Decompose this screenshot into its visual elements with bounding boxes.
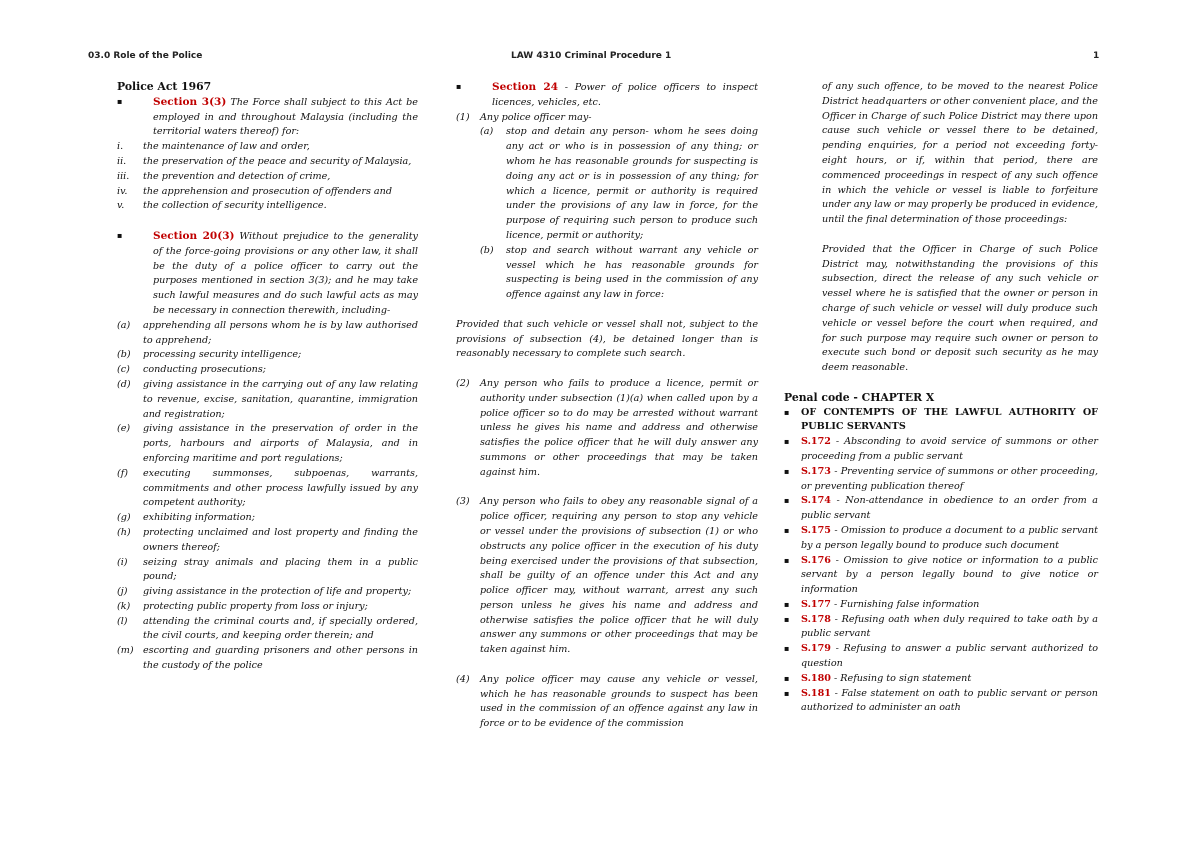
- penal-section-text: [801, 642, 1098, 672]
- list-marker: iv.: [117, 185, 128, 197]
- bullet-icon: ▪: [784, 614, 790, 624]
- penal-code-title: Penal code - CHAPTER X: [784, 390, 935, 404]
- penal-section-item: [784, 435, 1098, 465]
- penal-section-title: - Non-attendance in obedience to an order from a public servant: [801, 495, 1098, 522]
- letter-list-item: [117, 467, 418, 511]
- list-item-text: conducting prosecutions;: [143, 364, 267, 376]
- section-body: Without prejudice to the generality of the force-going provisions or any other law, it shall be the duty of a police officer to carry out the purposes mentioned in section 3(3); and he may take such lawful measures and do such lawful acts as may be necessary in connection therewith, including-: [153, 230, 418, 316]
- letter-list-item: [117, 585, 418, 600]
- penal-section-text: [801, 672, 1098, 687]
- bullet-icon: ▪: [784, 599, 790, 609]
- list-item-text: giving assistance in the preservation of order in the ports, harbours and airports of Malaysia, and in enforcing maritime and port regulations;: [143, 423, 418, 464]
- section-24-proviso: Provided that such vehicle or vessel shall not, subject to the provisions of subsection (4), be detained longer than is reasonably necessary to complete such search.: [456, 318, 758, 360]
- penal-section-number: S.178: [801, 613, 831, 625]
- list-item-text: the apprehension and prosecution of offenders and: [143, 185, 392, 197]
- penal-section-text: [801, 613, 1098, 643]
- bullet-icon: ▪: [784, 496, 790, 506]
- list-marker: (b): [480, 244, 494, 256]
- roman-list-item: [117, 199, 418, 214]
- bullet-icon: ▪: [784, 407, 790, 417]
- penal-section-item: [784, 524, 1098, 554]
- penal-section-title: - Furnishing false information: [830, 598, 980, 610]
- subsection-1-list: [456, 125, 758, 303]
- header-center: LAW 4310 Criminal Procedure 1: [511, 51, 672, 61]
- list-marker: v.: [117, 200, 125, 212]
- list-marker: (j): [117, 586, 128, 598]
- list-marker: i.: [117, 141, 124, 153]
- list-marker: (b): [117, 349, 131, 361]
- section-ref: Section 3(3): [153, 95, 227, 108]
- letter-list-item: [117, 526, 418, 556]
- subsection-text: Any person who fails to produce a licence, permit or authority under subsection (1)(a) when called upon by a police officer so to do may be arrested without warrant unless he gives his name and address and otherwise satisfies the police officer that he will duly answer any summons or other proceedings that may be taken against him.: [480, 377, 758, 478]
- subsection-text: Any police officer may-: [480, 111, 592, 123]
- subsection-number: (1): [456, 111, 470, 123]
- penal-section-number: S.175: [801, 524, 831, 536]
- subsection-text: Any police officer may cause any vehicle or vessel, which he has reasonable grounds to suspect has been used in the commission of an offence against any law in force or to be evidence of the commission: [480, 673, 758, 730]
- subsection-item: [480, 244, 758, 303]
- list-item-text: the prevention and detection of crime,: [143, 170, 331, 182]
- roman-list-item: [117, 140, 418, 155]
- bullet-icon: ▪: [456, 82, 462, 91]
- letter-list-item: [117, 378, 418, 422]
- list-item-text: executing summonses, subpoenas, warrants, commitments and other process lawfully issued by any competent authority;: [143, 467, 418, 509]
- subsection-number: (2): [456, 377, 470, 389]
- list-marker: (l): [117, 615, 128, 627]
- list-item-text: protecting public property from loss or injury;: [143, 600, 368, 612]
- roman-list-item: [117, 155, 418, 170]
- list-item-text: escorting and guarding prisoners and other persons in the custody of the police: [143, 645, 418, 672]
- list-marker: (k): [117, 600, 131, 612]
- roman-list: [117, 140, 418, 214]
- penal-section-title: - Omission to give notice or information to a public servant by a person legally bound to give notice or information: [801, 554, 1098, 596]
- list-item-text: seizing stray animals and placing them in a public pound;: [143, 556, 418, 583]
- list-marker: (d): [117, 378, 131, 390]
- section-3-3-text: [153, 95, 418, 140]
- penal-section-text: [801, 494, 1098, 524]
- penal-section-item: [784, 687, 1098, 717]
- column-section-24: [456, 80, 758, 732]
- subsection-1: [456, 111, 758, 126]
- list-item-text: apprehending all persons whom he is by law authorised to apprehend;: [143, 319, 418, 346]
- letter-list-item: [117, 422, 418, 466]
- penal-section-title: - Omission to produce a document to a public servant by a person legally bound to produce such document: [801, 524, 1098, 551]
- list-marker: (a): [117, 319, 131, 331]
- column-police-act: [117, 80, 418, 674]
- penal-section-number: S.177: [801, 598, 831, 610]
- letter-list-item: [117, 615, 418, 645]
- section-20-3-entry: [117, 229, 418, 319]
- penal-section-title: - Refusing oath when duly required to take oath by a public servant: [801, 613, 1098, 640]
- penal-section-number: S.180: [801, 672, 831, 684]
- penal-section-number: S.181: [801, 687, 831, 699]
- penal-section-number: S.176: [801, 554, 831, 566]
- list-item-text: stop and detain any person- whom he sees doing any act or who is in possession of any thing; or whom he has reasonable grounds for suspecting is doing any act or is in possession of any thing; for which a licence, permit or authority is required under the provisions of any law in force, for the purpose of requiring such person to produce such licence, permit or authority;: [506, 126, 758, 241]
- list-marker: (c): [117, 364, 130, 376]
- subsection-number: (3): [456, 496, 470, 508]
- list-item-text: giving assistance in the carrying out of any law relating to revenue, excise, sanitation, quarantine, immigration and registration;: [143, 378, 418, 420]
- list-marker: ii.: [117, 155, 127, 167]
- list-item-text: giving assistance in the protection of life and property;: [143, 586, 412, 598]
- penal-section-text: [801, 687, 1098, 717]
- penal-section-title: - Refusing to sign statement: [830, 672, 972, 684]
- list-item-text: exhibiting information;: [143, 512, 255, 524]
- subsection-2: [456, 377, 758, 481]
- letter-list-item: [117, 511, 418, 526]
- bullet-icon: ▪: [784, 437, 790, 447]
- bullet-icon: ▪: [117, 230, 123, 240]
- list-marker: (i): [117, 556, 128, 568]
- section-20-3-text: [153, 229, 418, 319]
- penal-section-item: [784, 672, 1098, 687]
- penal-section-number: S.172: [801, 436, 831, 448]
- letter-list-item: [117, 319, 418, 349]
- section-24-text: [492, 80, 758, 111]
- bullet-icon: ▪: [784, 525, 790, 535]
- chapter-heading: [784, 406, 1098, 436]
- subsection-4-continued: of any such offence, to be moved to the nearest Police District headquarters or other convenient place, and the Officer in Charge of such Police District may there upon cause such vehicle or vessel there to be detained, pending enquiries, for a period not exceeding forty-eight hours, or if, within that period, there are commenced proceedings in respect of any such offence in which the vehicle or vessel is liable to forfeiture under any law or may properly be produced in evidence, until the final determination of those proceedings:: [822, 81, 1098, 226]
- list-marker: (a): [480, 126, 494, 138]
- penal-section-item: [784, 554, 1098, 598]
- list-item-text: attending the criminal courts and, if specially ordered, the civil courts, and keeping order therein; and: [143, 615, 418, 642]
- bullet-icon: ▪: [784, 688, 790, 698]
- list-item-text: the preservation of the peace and security of Malaysia,: [143, 155, 412, 167]
- subsection-item: [480, 125, 758, 243]
- roman-list-item: [117, 185, 418, 200]
- list-marker: (h): [117, 526, 131, 538]
- list-item-text: the maintenance of law and order,: [143, 141, 310, 153]
- subsection-4: [456, 673, 758, 732]
- roman-list-item: [117, 170, 418, 185]
- section-ref: Section 20(3): [153, 229, 235, 242]
- bullet-icon: ▪: [117, 96, 123, 106]
- list-item-text: the collection of security intelligence.: [143, 200, 327, 212]
- police-act-title: Police Act 1967: [117, 80, 212, 93]
- section-body: The Force shall subject to this Act be employed in and throughout Malaysia (including the territorial waters thereof) for:: [153, 96, 418, 138]
- bullet-icon: ▪: [784, 466, 790, 476]
- section-ref: Section 24: [492, 81, 559, 93]
- letter-list-item: [117, 363, 418, 378]
- list-item-text: stop and search without warrant any vehicle or vessel which he has reasonable grounds for suspecting is being used in the commission of any offence against any law in force:: [506, 244, 758, 301]
- bullet-icon: ▪: [784, 644, 790, 654]
- bullet-icon: ▪: [784, 555, 790, 565]
- penal-section-item: [784, 494, 1098, 524]
- penal-section-title: - False statement on oath to public servant or person authorized to administer an oath: [801, 687, 1098, 714]
- penal-section-item: [784, 613, 1098, 643]
- letter-list-item: [117, 348, 418, 363]
- list-marker: (f): [117, 467, 129, 479]
- list-marker: (m): [117, 645, 134, 657]
- header-left: 03.0 Role of the Police: [88, 51, 203, 61]
- subsection-3: [456, 495, 758, 658]
- penal-section-text: [801, 554, 1098, 598]
- penal-section-text: [801, 435, 1098, 465]
- list-item-text: processing security intelligence;: [143, 349, 302, 361]
- letter-list-item: [117, 556, 418, 586]
- penal-section-text: [801, 524, 1098, 554]
- penal-section-item: [784, 642, 1098, 672]
- list-item-text: protecting unclaimed and lost property and finding the owners thereof;: [143, 526, 418, 553]
- penal-section-title: - Refusing to answer a public servant authorized to question: [801, 643, 1098, 670]
- penal-section-item: [784, 465, 1098, 495]
- section-3-3-entry: [117, 95, 418, 140]
- letter-list-item: [117, 644, 418, 674]
- penal-section-text: [801, 465, 1098, 495]
- section-body: - Power of police officers to inspect licences, vehicles, etc.: [492, 82, 758, 108]
- subsection-number: (4): [456, 673, 470, 685]
- list-marker: iii.: [117, 170, 130, 182]
- list-marker: (e): [117, 423, 131, 435]
- penal-section-title: - Preventing service of summons or other proceeding, or preventing publication thereof: [801, 465, 1098, 492]
- penal-section-text: [801, 598, 1098, 613]
- bullet-icon: ▪: [784, 673, 790, 683]
- penal-section-item: [784, 598, 1098, 613]
- section-24-entry: [456, 80, 758, 111]
- penal-section-number: S.179: [801, 643, 831, 655]
- column-penal-code: [784, 80, 1098, 716]
- subsection-text: Any person who fails to obey any reasonable signal of a police officer, requiring any person to stop any vehicle or vessel under the provisions of subsection (1) or who obstructs any police officer in the execution of his duty being exercised under the provisions of that subsection, shall be guilty of an offence under this Act and any police officer may, without warrant, arrest any such person unless he gives his name and address and otherwise satisfies the police officer that he will duly answer any summons or other proceedings that may be taken against him.: [480, 496, 758, 656]
- penal-section-number: S.174: [801, 495, 831, 507]
- penal-section-title: - Absconding to avoid service of summons or other proceeding from a public servant: [801, 436, 1098, 462]
- penal-section-number: S.173: [801, 465, 831, 477]
- letter-list: [117, 319, 418, 674]
- chapter-title: OF CONTEMPTS OF THE LAWFUL AUTHORITY OF PUBLIC SERVANTS: [801, 406, 1098, 433]
- list-marker: (g): [117, 512, 131, 524]
- letter-list-item: [117, 600, 418, 615]
- subsection-4-proviso: Provided that the Officer in Charge of such Police District may, notwithstanding the provisions of this subsection, direct the release of any such vehicle or vessel where he is satisfied that the owner or person in charge of such vehicle or vessel will duly produce such vehicle or vessel before the court when required, and for such purpose may require such owner or person to execute such bond or deposit such security as he may deem reasonable.: [822, 243, 1098, 374]
- penal-section-list: [784, 435, 1098, 716]
- page-number: 1: [1093, 51, 1100, 61]
